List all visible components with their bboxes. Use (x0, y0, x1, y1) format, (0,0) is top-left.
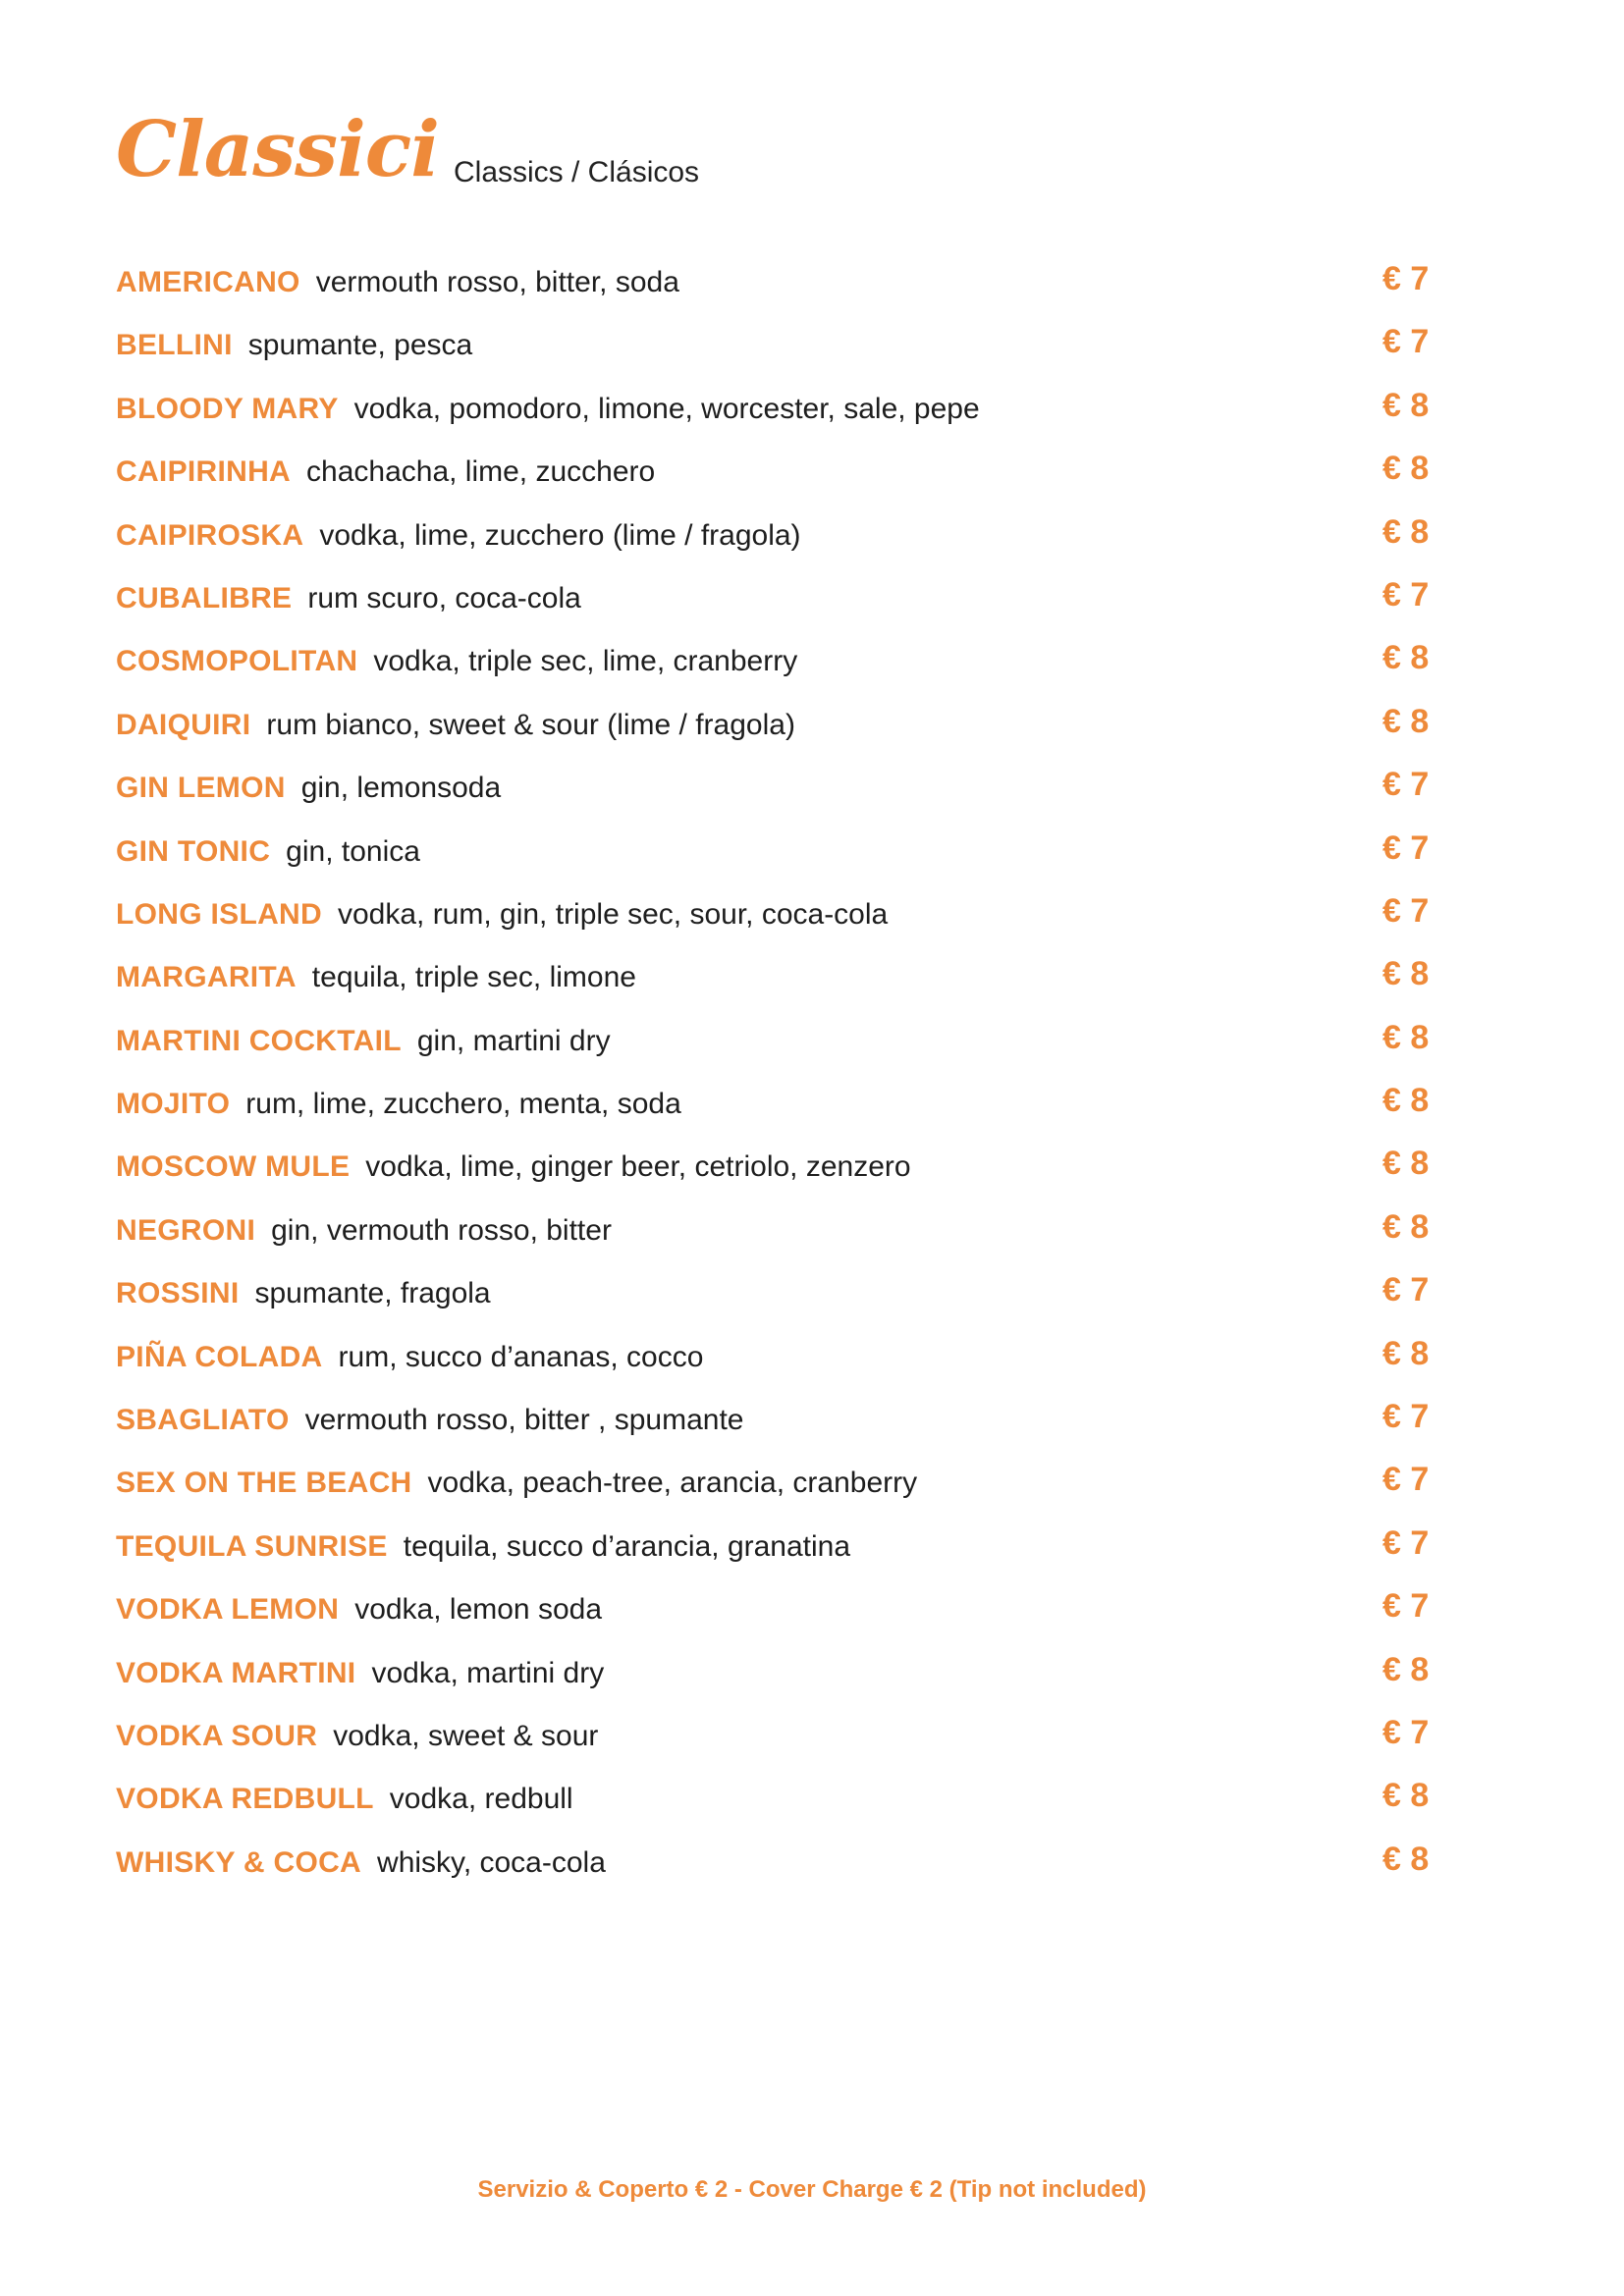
page-subtitle: Classics / Clásicos (454, 156, 700, 188)
menu-item-name: GIN TONIC (116, 834, 271, 868)
menu-item-price: € 8 (1382, 1840, 1430, 1878)
page-title: Classici (116, 105, 439, 194)
menu-item-price: € 8 (1382, 450, 1430, 488)
menu-item-ingredients: vermouth rosso, bitter, soda (315, 266, 679, 298)
menu-item-name: NEGRONI (116, 1213, 256, 1247)
menu-item-ingredients: vodka, sweet & sour (333, 1719, 599, 1752)
menu-item-line (116, 265, 679, 300)
menu-item (116, 386, 1451, 449)
menu-item-line (116, 581, 581, 616)
menu-item-line (116, 1656, 604, 1691)
menu-item-ingredients: vodka, triple sec, lime, cranberry (373, 645, 798, 678)
menu-item-name: VODKA LEMON (116, 1593, 340, 1627)
menu-item-line (116, 1213, 612, 1249)
menu-item (116, 1776, 1451, 1839)
menu-item (116, 1840, 1451, 1902)
menu-item (116, 1207, 1451, 1270)
menu-item-price: € 8 (1382, 386, 1430, 424)
menu-item-price: € 7 (1382, 575, 1430, 614)
menu-item (116, 702, 1451, 765)
menu-item-ingredients: vodka, redbull (389, 1783, 573, 1816)
menu-item (116, 1650, 1451, 1713)
menu-item-line (116, 834, 420, 870)
menu-item-ingredients: chachacha, lime, zucchero (306, 455, 656, 489)
service-charge-note: Servizio & Coperto € 2 - Cover Charge € 2 (Tip not included) (477, 2176, 1147, 2203)
menu-item-ingredients: vodka, pomodoro, limone, worcester, sale, pepe (353, 392, 980, 425)
menu-item-ingredients: rum bianco, sweet & sour (lime / fragola) (266, 708, 795, 741)
menu-item-price: € 8 (1382, 1650, 1430, 1688)
menu-item-line (116, 897, 888, 933)
menu-item-ingredients: tequila, triple sec, limone (311, 961, 636, 994)
menu-item (116, 765, 1451, 828)
menu-item-price: € 7 (1382, 1523, 1430, 1562)
menu-item-price: € 8 (1382, 1207, 1430, 1246)
menu-item-name: WHISKY & COCA (116, 1845, 362, 1879)
menu-item-name: VODKA REDBULL (116, 1783, 374, 1816)
menu-item-line (116, 1845, 606, 1881)
menu-item-ingredients: vodka, rum, gin, triple sec, sour, coca-cola (337, 897, 889, 931)
menu-item-ingredients: tequila, succo d’arancia, granatina (403, 1529, 851, 1563)
menu-item (116, 1397, 1451, 1460)
menu-item (116, 1713, 1451, 1776)
menu-item-price: € 7 (1382, 260, 1430, 297)
menu-item-ingredients: spumante, pesca (247, 329, 473, 362)
menu-item-name: CAIPIRINHA (116, 455, 292, 489)
menu-item (116, 1334, 1451, 1397)
menu-item-ingredients: whisky, coca-cola (377, 1845, 606, 1879)
menu-item-name: LONG ISLAND (116, 897, 322, 931)
menu-item-price: € 7 (1382, 1398, 1430, 1436)
menu-item-price: € 7 (1382, 891, 1430, 930)
menu-item-name: CUBALIBRE (116, 581, 293, 614)
menu-item-name: MOSCOW MULE (116, 1150, 351, 1184)
menu-item (116, 259, 1451, 322)
menu-item-price: € 8 (1382, 512, 1430, 551)
menu-item (116, 638, 1451, 701)
menu-item-line (116, 1276, 491, 1311)
menu-item-name: CAIPIROSKA (116, 518, 304, 552)
menu-item-ingredients: gin, martini dry (416, 1024, 611, 1057)
menu-item-line (116, 518, 801, 554)
menu-item-price: € 7 (1382, 1461, 1430, 1499)
cocktail-list (116, 259, 1451, 1902)
menu-item-ingredients: rum scuro, coca-cola (307, 581, 581, 614)
menu-item-name: GIN LEMON (116, 772, 286, 805)
menu-item-price: € 8 (1382, 1145, 1430, 1183)
menu-item-line (116, 960, 636, 995)
menu-item-line (116, 1782, 573, 1817)
menu-item (116, 1144, 1451, 1206)
menu-item (116, 512, 1451, 575)
menu-item-name: COSMOPOLITAN (116, 645, 358, 678)
menu-item-name: BLOODY MARY (116, 392, 339, 425)
menu-item (116, 891, 1451, 954)
menu-item-ingredients: gin, vermouth rosso, bitter (271, 1213, 612, 1247)
menu-item-ingredients: vodka, lime, ginger beer, cetriolo, zenzero (365, 1150, 911, 1184)
menu-item-line (116, 1719, 598, 1754)
menu-item-name: MARGARITA (116, 961, 297, 994)
menu-item-line (116, 1024, 611, 1059)
menu-item-price: € 8 (1382, 1082, 1430, 1120)
menu-item-name: MOJITO (116, 1088, 231, 1121)
menu-item-name: DAIQUIRI (116, 708, 251, 741)
menu-item-line (116, 1466, 917, 1501)
menu-item (116, 1081, 1451, 1144)
menu-item (116, 1460, 1451, 1522)
menu-item-line (116, 1340, 703, 1375)
menu-item-line (116, 644, 797, 679)
menu-item-line (116, 1592, 602, 1628)
menu-item-name: BELLINI (116, 329, 233, 362)
menu-item-price: € 7 (1382, 1271, 1430, 1309)
menu-item (116, 1586, 1451, 1649)
menu-item-ingredients: rum, succo d’ananas, cocco (338, 1340, 704, 1373)
menu-item (116, 954, 1451, 1017)
menu-item-price: € 7 (1382, 1587, 1430, 1626)
menu-item-price: € 7 (1382, 828, 1430, 867)
menu-item-ingredients: gin, tonica (286, 834, 420, 868)
menu-item-ingredients: vermouth rosso, bitter , spumante (304, 1404, 744, 1437)
menu-item-line (116, 392, 980, 427)
menu-item-ingredients: vodka, peach-tree, arancia, cranberry (427, 1467, 918, 1500)
menu-item-price: € 8 (1382, 1334, 1430, 1372)
menu-item-line (116, 1087, 681, 1122)
menu-item-name: MARTINI COCKTAIL (116, 1024, 402, 1057)
menu-item-line (116, 454, 655, 490)
menu-item-line (116, 328, 472, 363)
menu-item (116, 1018, 1451, 1081)
menu-item-name: TEQUILA SUNRISE (116, 1529, 388, 1563)
menu-item-name: AMERICANO (116, 266, 300, 298)
menu-item-name: VODKA SOUR (116, 1719, 318, 1752)
menu-item-name: SEX ON THE BEACH (116, 1467, 412, 1500)
menu-item-price: € 7 (1382, 323, 1430, 361)
menu-item-ingredients: vodka, martini dry (371, 1656, 605, 1689)
menu-item-ingredients: gin, lemonsoda (300, 772, 502, 805)
menu-item (116, 322, 1451, 385)
menu-item-price: € 7 (1382, 766, 1430, 804)
menu-item-price: € 8 (1382, 702, 1430, 740)
menu-item (116, 1523, 1451, 1586)
menu-item (116, 449, 1451, 511)
menu-item (116, 828, 1451, 891)
menu-item-ingredients: rum, lime, zucchero, menta, soda (245, 1088, 681, 1121)
menu-item-price: € 7 (1382, 1713, 1430, 1751)
menu-item-price: € 8 (1382, 955, 1430, 993)
menu-item-line (116, 1529, 850, 1565)
menu-item (116, 1270, 1451, 1333)
menu-item-line (116, 1149, 911, 1185)
menu-item-price: € 8 (1382, 1777, 1430, 1815)
menu-item (116, 575, 1451, 638)
menu-item-line (116, 771, 501, 806)
menu-item-name: VODKA MARTINI (116, 1656, 356, 1689)
menu-item-price: € 8 (1382, 639, 1430, 677)
menu-item-price: € 8 (1382, 1018, 1430, 1056)
menu-item-ingredients: vodka, lime, zucchero (lime / fragola) (319, 518, 801, 552)
menu-item-name: SBAGLIATO (116, 1404, 290, 1437)
menu-item-name: PIÑA COLADA (116, 1340, 323, 1373)
menu-item-line (116, 708, 795, 743)
menu-item-line (116, 1403, 743, 1438)
menu-item-ingredients: spumante, fragola (254, 1277, 491, 1310)
menu-item-ingredients: vodka, lemon soda (354, 1593, 603, 1627)
menu-item-name: ROSSINI (116, 1277, 240, 1310)
